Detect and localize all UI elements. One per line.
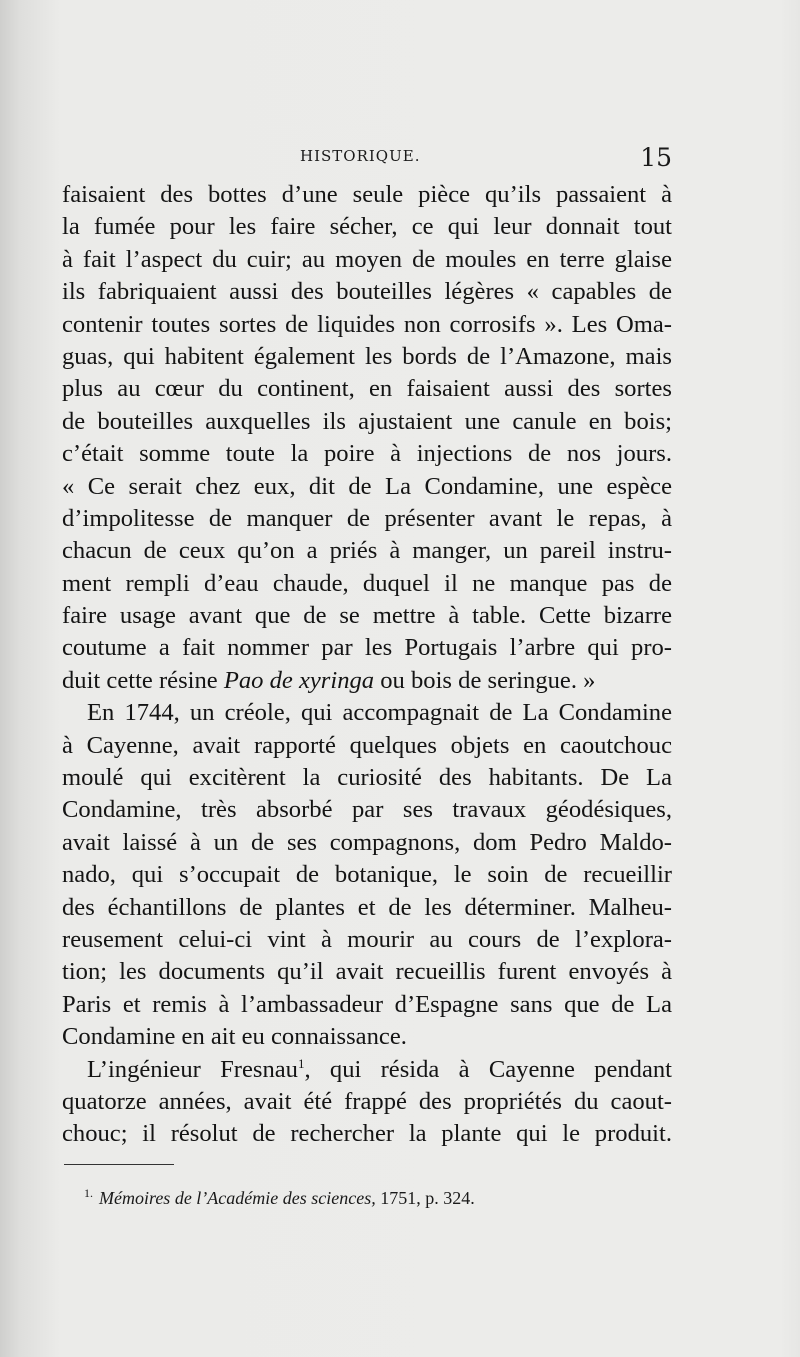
text-line: Condamine en ait eu connaissance. [62,1023,407,1051]
text-line: des échantillons de plantes et de les déterminer. Malheu- [62,893,672,921]
text-line: Condamine, très absorbé par ses travaux géodésiques, [62,796,672,824]
text-line: « Ce serait chez eux, dit de La Condamine, une espèce [62,472,672,500]
text-line: Paris et remis à l’ambassadeur d’Espagne sans que de La [62,990,672,1018]
text-line: coutume a fait nommer par les Portugais l’arbre qui pro- [62,634,672,662]
text-line: faisaient des bottes d’une seule pièce qu’ils passaient à [62,181,672,208]
text-line: nado, qui s’occupait de botanique, le soin de recueillir [62,861,672,889]
running-head [62,143,672,175]
text-line: ils fabriquaient aussi des bouteilles légères « capables de [62,278,672,306]
text-line: la fumée pour les faire sécher, ce qui leur donnait tout [62,213,672,241]
paragraph-start-line [62,1054,672,1086]
page-number: 15 [640,143,672,172]
text-line: quatorze années, avait été frappé des propriétés du caout- [62,1087,672,1115]
text-line: contenir toutes sortes de liquides non corrosifs ». Les Oma- [62,310,672,338]
footnote-marker: 1 [297,1055,305,1071]
text-segment: L’ingénieur Fresnau [87,1055,298,1083]
text-segment: duit cette résine [62,666,224,694]
text-line [62,665,672,697]
footnote-reference: 1751, p. 324. [375,1188,475,1208]
text-line: faire usage avant que de se mettre à table. Cette bizarre [62,602,672,630]
text-line: c’était somme toute la poire à injections de nos jours. [62,440,672,468]
body-text [62,179,672,1151]
text-line: moulé qui excitèrent la curiosité des habitants. De La [62,764,672,792]
footnote-rule [64,1164,174,1165]
paragraph-start-line: En 1744, un créole, qui accompagnait de La Condamine [87,699,672,727]
text-line: de bouteilles auxquelles ils ajustaient une canule en bois; [62,407,672,435]
text-line: plus au cœur du continent, en faisaient aussi des sortes [62,375,672,403]
text-line: reusement celui-ci vint à mourir au cours de l’explora- [62,925,672,953]
footnote [84,1186,475,1209]
text-line: chacun de ceux qu’on a priés à manger, un pareil instru- [62,537,672,565]
text-line: ment rempli d’eau chaude, duquel il ne manque pas de [62,569,672,597]
text-line: chouc; il résolut de rechercher la plante qui le produit. [62,1120,672,1148]
text-line: à Cayenne, avait rapporté quelques objets en caoutchouc [62,731,672,759]
text-segment: ou bois de seringue. » [374,666,596,694]
text-line: guas, qui habitent également les bords de l’Amazone, mais [62,342,672,370]
running-title: HISTORIQUE. [300,147,421,165]
text-line: avait laissé à un de ses compagnons, dom Pedro Maldo- [62,828,672,856]
text-segment: , qui résida à Cayenne pendant [304,1055,672,1083]
italic-term: Pao de xyringa [223,666,375,694]
text-line: tion; les documents qu’il avait recueillis furent envoyés à [62,958,672,986]
text-line: à fait l’aspect du cuir; au moyen de moules en terre glaise [62,245,672,273]
footnote-number: 1. [84,1186,93,1200]
footnote-title: Mémoires de l’Académie des sciences, [99,1188,376,1208]
text-line: d’impolitesse de manquer de présenter avant le repas, à [62,504,672,532]
